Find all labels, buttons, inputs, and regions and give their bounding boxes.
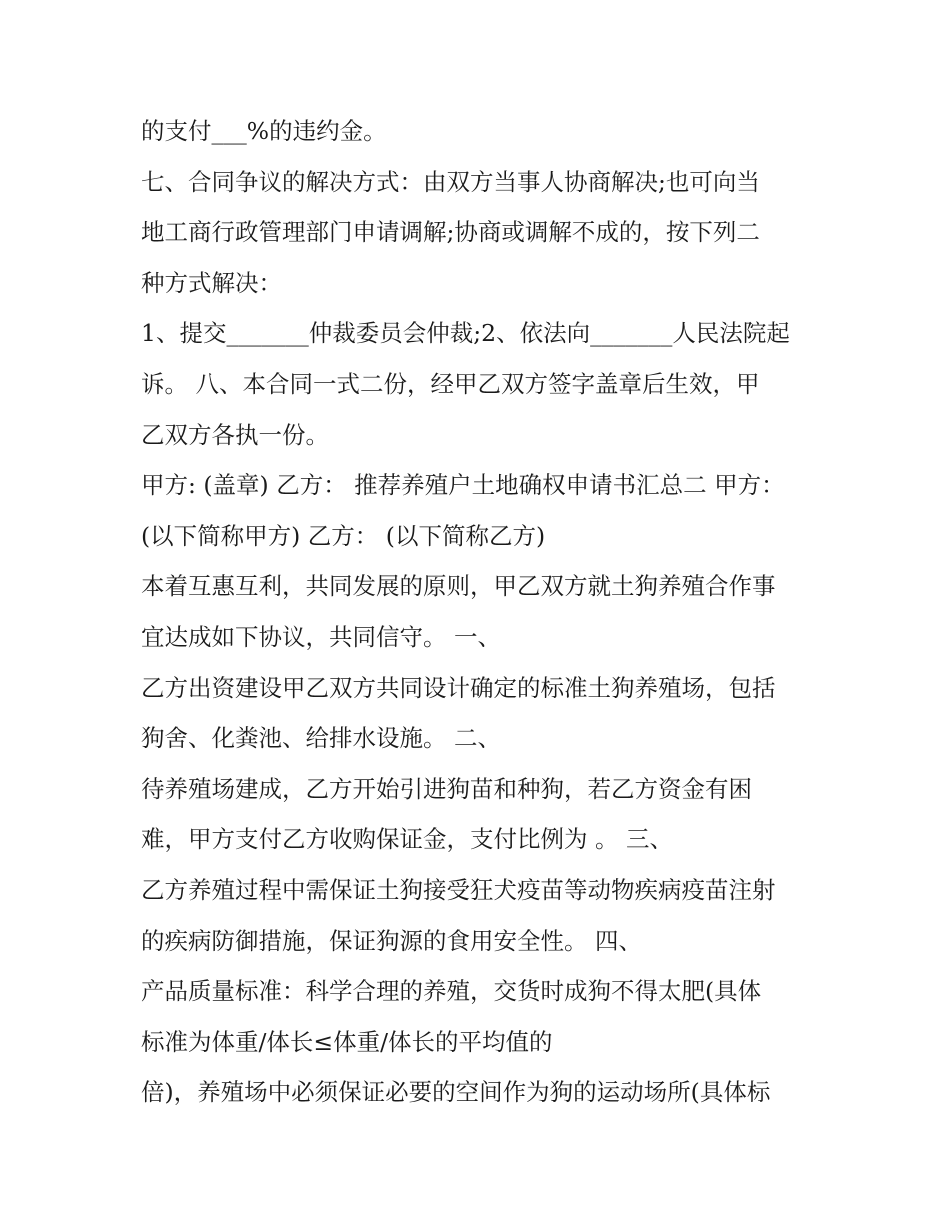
text-line: 的疾病防御措施，保证狗源的食用安全性。 四、 — [141, 926, 642, 955]
text-line: 宜达成如下协议，共同信守。 一、 — [141, 622, 501, 651]
text-line: 诉。 八、本合同一式二份，经甲乙双方签字盖章后生效，甲 — [141, 369, 760, 398]
text-line: 标准为体重/体长≤体重/体长的平均值的 — [141, 1027, 553, 1056]
text-line: 种方式解决： — [141, 268, 282, 297]
text-line: 乙双方各执一份。 — [141, 420, 329, 449]
text-line: 甲方: (盖章) 乙方： 推荐养殖户土地确权申请书汇总二 甲方： — [141, 471, 785, 500]
text-line: 倍)，养殖场中必须保证必要的空间作为狗的运动场所(具体标 — [141, 1078, 771, 1107]
text-line: 待养殖场建成，乙方开始引进狗苗和种狗，若乙方资金有困 — [141, 774, 752, 803]
text-line: 七、合同争议的解决方式：由双方当事人协商解决;也可向当 — [141, 167, 760, 196]
text-line: 狗舍、化粪池、给排水设施。 二、 — [141, 724, 501, 753]
text-line: 本着互惠互利，共同发展的原则，甲乙双方就土狗养殖合作事 — [141, 572, 776, 601]
text-line: 的支付___%的违约金。 — [141, 117, 387, 145]
text-line: 难，甲方支付乙方收购保证金，支付比例为 。 三、 — [141, 825, 673, 854]
contract-text — [141, 106, 821, 1118]
text-line: 产品质量标准：科学合理的养殖，交货时成狗不得太肥(具体 — [141, 977, 762, 1006]
text-line: 1、提交_______仲裁委员会仲裁;2、依法向_______人民法院起 — [141, 319, 790, 348]
text-line: (以下简称甲方) 乙方： (以下简称乙方) — [141, 521, 546, 550]
text-line: 地工商行政管理部门申请调解;协商或调解不成的，按下列二 — [141, 218, 760, 247]
text-line: 乙方出资建设甲乙双方共同设计确定的标准土狗养殖场，包括 — [141, 673, 776, 702]
text-line: 乙方养殖过程中需保证土狗接受狂犬疫苗等动物疾病疫苗注射 — [141, 875, 776, 904]
